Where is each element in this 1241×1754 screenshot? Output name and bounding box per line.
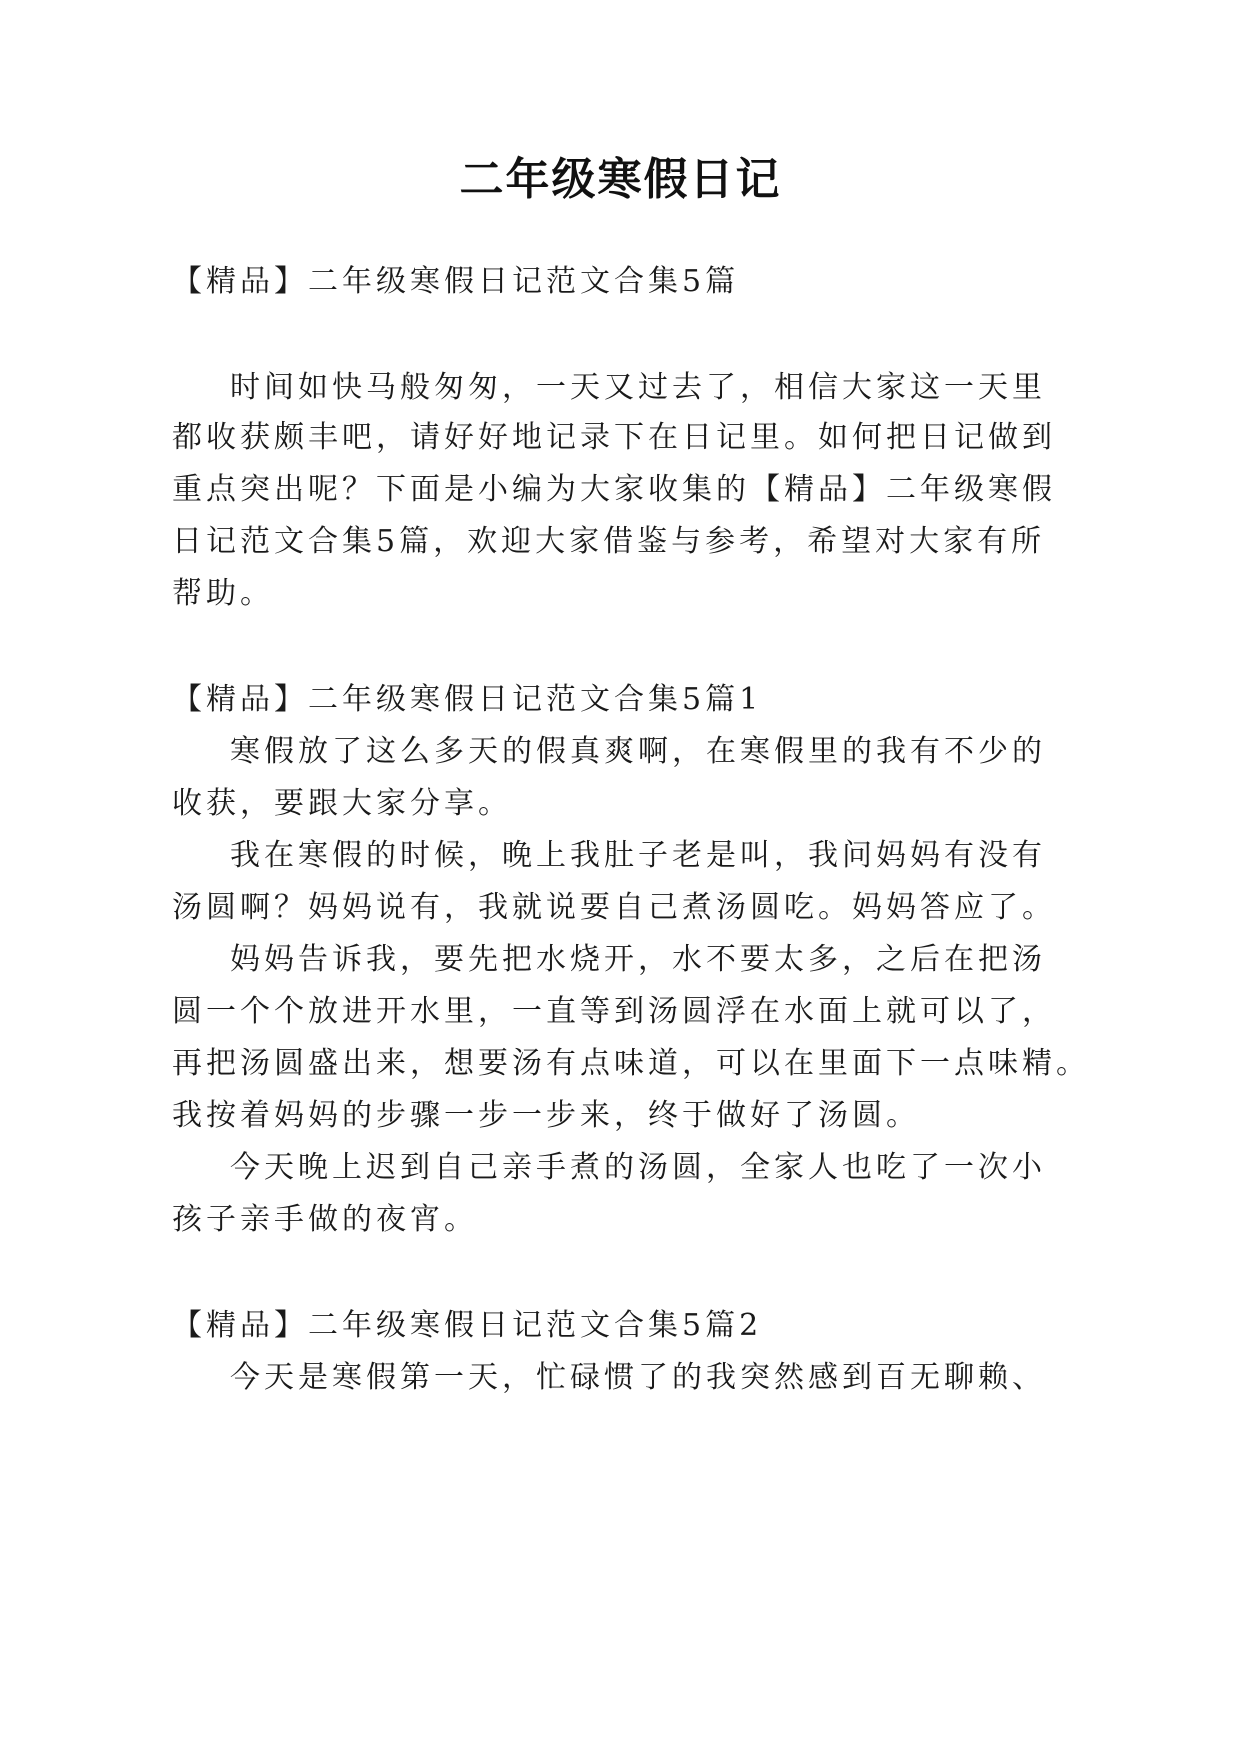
- document-title: 二年级寒假日记: [459, 154, 782, 205]
- document-page: 二年级寒假日记 【精品】二年级寒假日记范文合集5篇 时间如快马般匆匆，一天又过去了，相信大家这一天里 都收获颇丰吧，请好好地记录下在日记里。如何把日记做到 重点突出呢？下面是小编为大家收集的【精品】二年级寒假 日记范文合集5篇，欢迎大家借鉴与参考，希望对大家有所 帮助。 【精品】二年级寒假日记范文合集5篇1 寒假放了这么多天的假真爽啊，在寒假里的我有不少的 收获，要跟大家分享。 我在寒假的时候，晚上我肚子老是叫，我问妈妈有没有 汤圆啊？妈妈说有，我就说要自己煮汤圆吃。妈妈答应了。 妈妈告诉我，要先把水烧开，水不要太多，之后在把汤 圆一个个放进开水里，一直等到汤圆浮在水面上就可以了， 再把汤圆盛出来，想要汤有点味道，可以在里面下一点味精。 我按着妈妈的步骤一步一步来，终于做好了汤圆。 今天晚上迟到自己亲手煮的汤圆，全家人也吃了一次小 孩子亲手做的夜宵。 【精品】二年级寒假日记范文合集5篇2 今天是寒假第一天，忙碌惯了的我突然感到百无聊赖、: [0, 0, 1241, 1754]
